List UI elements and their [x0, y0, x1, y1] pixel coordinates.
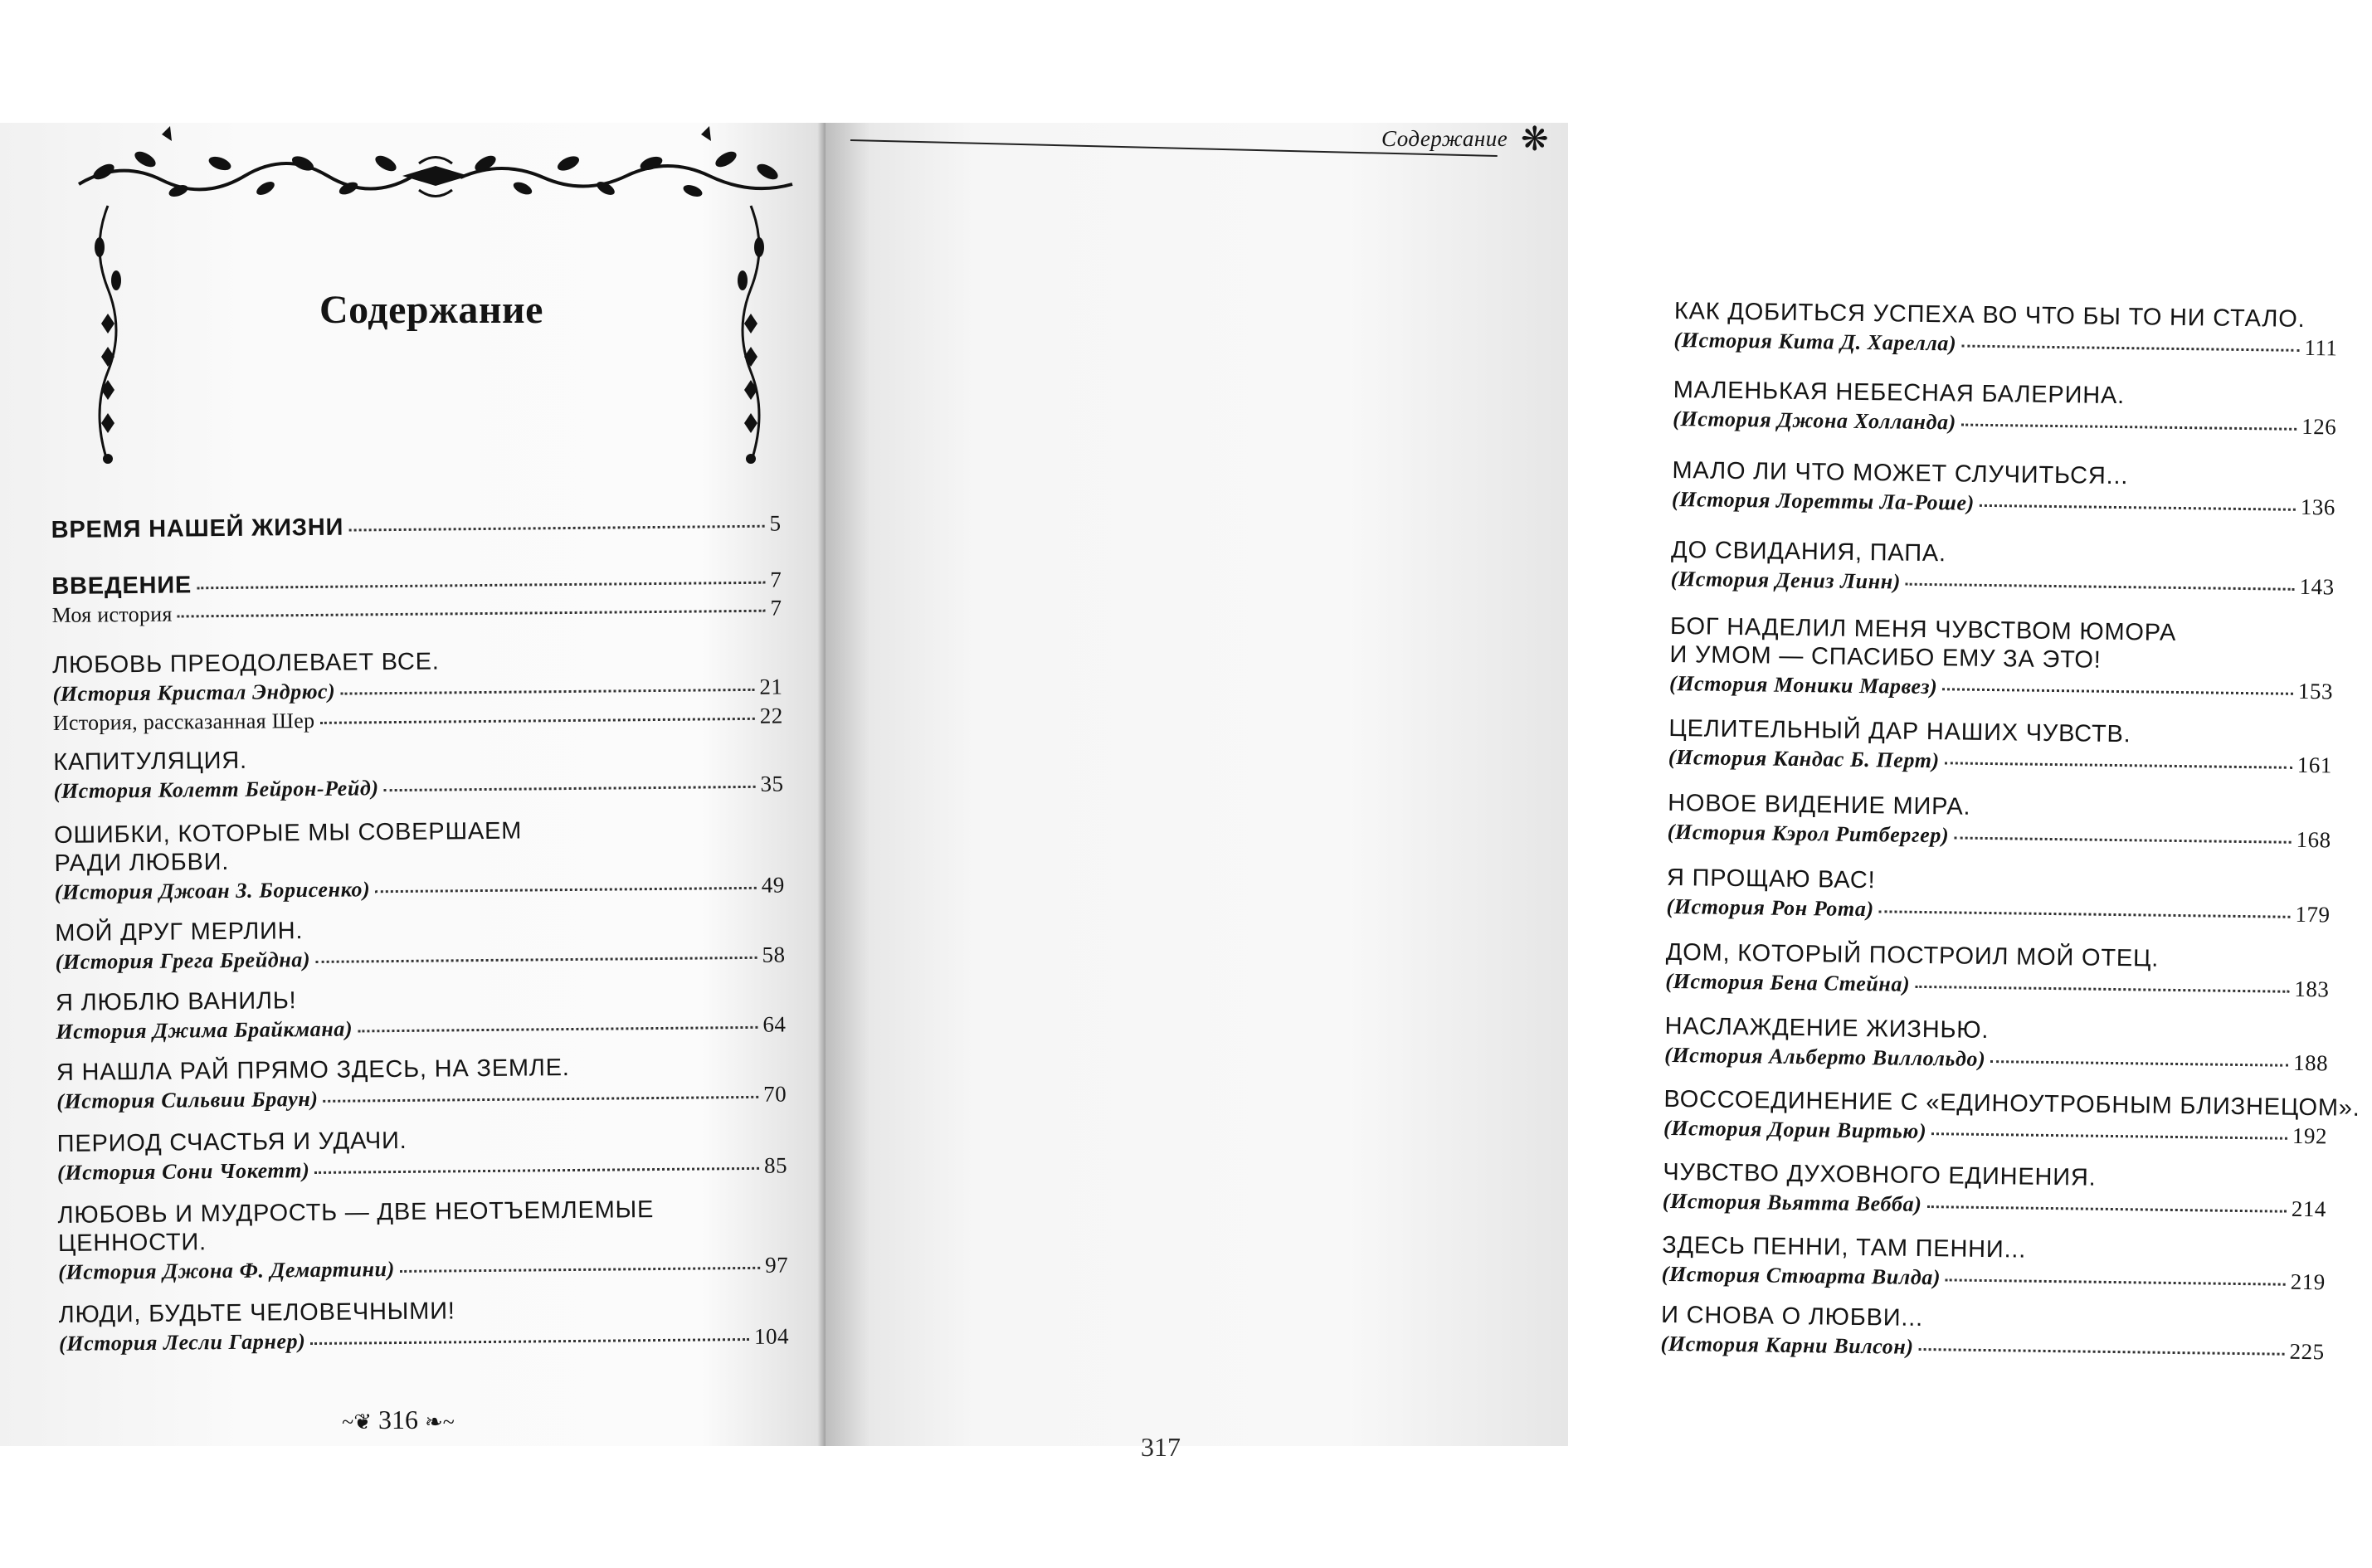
toc-entry	[56, 1052, 787, 1116]
flower-ornament-icon: ❋	[1521, 120, 1549, 158]
toc-page-number: 85	[763, 1152, 788, 1178]
dot-leader	[1961, 340, 2299, 352]
toc-left	[50, 383, 790, 1356]
toc-line-text: (История Кита Д. Харелла)	[1673, 327, 1957, 356]
toc-entry-title: НОВОЕ ВИДЕНИЕ МИРА.	[1667, 789, 1971, 821]
toc-page-number: 7	[770, 567, 782, 592]
toc-entry-title: ОШИБКИ, КОТОРЫЕ МЫ СОВЕРШАЕМ	[54, 817, 523, 849]
dot-leader	[319, 713, 755, 724]
toc-line-text: (История Колетт Бейрон-Рейд)	[53, 776, 379, 803]
folio-number: 317	[1141, 1432, 1181, 1462]
toc-page-number: 5	[769, 510, 782, 536]
toc-entry-title: ЛЮБОВЬ ПРЕОДОЛЕВАЕТ ВСЕ.	[52, 648, 440, 679]
toc-entry-title-continued: ЦЕННОСТИ.	[57, 1229, 207, 1257]
vine-icon	[87, 197, 129, 471]
toc-entry	[1668, 714, 2333, 780]
folio-number: 316	[378, 1405, 418, 1434]
toc-line-text: (История Джона Холланда)	[1673, 406, 1957, 435]
toc-page-number: 97	[765, 1252, 789, 1278]
toc-entry-title-continued: РАДИ ЛЮБВИ.	[54, 848, 230, 877]
toc-entry-title: Я ЛЮБЛЮ ВАНИЛЬ!	[55, 987, 297, 1016]
dot-leader	[375, 882, 757, 893]
toc-entry	[59, 1294, 790, 1358]
dot-leader	[314, 1162, 759, 1174]
toc-entry-title: ДОМ, КОТОРЫЙ ПОСТРОИЛ МОЙ ОТЕЦ.	[1665, 938, 2160, 972]
toc-entry-title: Я ПРОЩАЮ ВАС!	[1666, 864, 1876, 894]
toc-line-text: (История Кристал Эндрюс)	[52, 679, 336, 706]
scroll-flourish-icon: ~❦	[342, 1410, 372, 1434]
toc-entry	[51, 509, 781, 544]
toc-line-text: ВВЕДЕНИЕ	[51, 572, 192, 600]
toc-line-text: (История Рон Рота)	[1666, 894, 1874, 922]
toc-page-number: 126	[2301, 413, 2337, 440]
toc-entry-title: ПЕРИОД СЧАСТЬЯ И УДАЧИ.	[56, 1127, 407, 1157]
toc-entry-title: ЧУВСТВО ДУХОВНОГО ЕДИНЕНИЯ.	[1663, 1158, 2097, 1191]
dot-leader	[384, 781, 756, 791]
toc-page-number: 219	[2290, 1269, 2326, 1295]
dot-leader	[1961, 419, 2297, 431]
vine-icon	[730, 197, 772, 471]
toc-entry-title: И СНОВА О ЛЮБВИ...	[1660, 1301, 1924, 1332]
toc-entry-title: Я НАШЛА РАЙ ПРЯМО ЗДЕСЬ, НА ЗЕМЛЕ.	[56, 1054, 570, 1086]
toc-entry	[57, 1195, 788, 1287]
toc-page-number: 153	[2297, 678, 2334, 704]
dot-leader	[1919, 1343, 2285, 1356]
dot-leader	[1942, 683, 2293, 695]
toc-entry	[57, 1123, 788, 1187]
dot-leader	[178, 605, 766, 618]
toc-entry	[1668, 789, 2332, 855]
toc-line-text: (История Вьятта Вебба)	[1662, 1188, 1922, 1216]
toc-line-text: (История Джоан З. Борисенко)	[54, 877, 371, 904]
toc-entry	[52, 645, 783, 738]
toc-line-text: (История Лесли Гарнер)	[58, 1329, 306, 1356]
toc-line-text: (История Сильвии Браун)	[56, 1086, 319, 1113]
toc-right	[1660, 181, 2360, 1365]
toc-entry	[1669, 612, 2334, 706]
toc-entry-title: ЛЮДИ, БУДЬТЕ ЧЕЛОВЕЧНЫМИ!	[58, 1298, 455, 1328]
toc-page-number: 7	[770, 595, 782, 621]
toc-page-number: 188	[2292, 1049, 2329, 1076]
toc-page-number: 70	[763, 1081, 787, 1107]
toc-entry	[1673, 376, 2337, 441]
toc-entry	[56, 982, 787, 1046]
dot-leader	[1954, 831, 2292, 843]
toc-entry-title: НАСЛАЖДЕНИЕ ЖИЗНЬЮ.	[1664, 1012, 1990, 1045]
left-page	[0, 123, 826, 1446]
scroll-flourish-icon: ❧~	[425, 1410, 455, 1434]
toc-entry-title: МАЛО ЛИ ЧТО МОЖЕТ СЛУЧИТЬСЯ...	[1672, 456, 2129, 490]
toc-line-text: История Джима Брайкмана)	[56, 1016, 353, 1044]
toc-line-text: Моя история	[51, 601, 173, 627]
toc-entry	[1672, 456, 2336, 522]
toc-entry	[53, 742, 784, 806]
toc-line-text: (История Джона Ф. Демартини)	[58, 1257, 396, 1284]
toc-line-text: (История Стюарта Вилда)	[1661, 1261, 1941, 1290]
toc-entry	[51, 566, 782, 630]
toc-line-text: (История Кандас Б. Перт)	[1668, 744, 1940, 773]
dot-leader	[400, 1262, 760, 1273]
dot-leader	[1946, 1273, 2286, 1285]
toc-entry	[54, 815, 785, 907]
page-number-right	[1141, 1432, 1181, 1463]
toc-line-text: (История Дениз Линн)	[1670, 566, 1902, 594]
toc-entry-title: БОГ НАДЕЛИЛ МЕНЯ ЧУВСТВОМ ЮМОРА	[1669, 612, 2177, 646]
toc-entry-title: ВОССОЕДИНЕНИЕ С «ЕДИНОУТРОБНЫМ БЛИЗНЕЦОМ».	[1663, 1085, 2360, 1122]
toc-line-text: (История Сони Чокетт)	[56, 1158, 310, 1185]
running-header: Содержание	[1381, 126, 1508, 151]
toc-page-number: 64	[762, 1011, 787, 1037]
dot-leader	[310, 1333, 749, 1345]
page-title: Содержание	[319, 288, 543, 332]
toc-line-text: (История Кэрол Ритбергер)	[1667, 819, 1950, 848]
toc-page-number: 161	[2297, 752, 2333, 778]
toc-entry	[1665, 938, 2330, 1004]
toc-entry-title: МАЛЕНЬКАЯ НЕБЕСНАЯ БАЛЕРИНА.	[1673, 376, 2126, 410]
toc-page-number: 136	[2300, 494, 2336, 520]
toc-page-number: 168	[2296, 826, 2331, 853]
toc-entry-title: КАК ДОБИТЬСЯ УСПЕХА ВО ЧТО БЫ ТО НИ СТАЛО.	[1673, 297, 2306, 333]
dot-leader	[1931, 1127, 2287, 1140]
dot-leader	[348, 520, 764, 532]
toc-entry	[1670, 536, 2335, 601]
toc-page-number: 214	[2291, 1195, 2327, 1222]
toc-line-text: (История Моники Марвез)	[1668, 670, 1938, 699]
toc-page-number: 35	[760, 771, 784, 796]
toc-entry-title: ЛЮБОВЬ И МУДРОСТЬ — ДВЕ НЕОТЪЕМЛЕМЫЕ	[57, 1196, 655, 1229]
toc-entry	[1663, 1158, 2327, 1224]
dot-leader	[1990, 1055, 2288, 1067]
toc-entry	[1662, 1231, 2326, 1297]
toc-entry	[1663, 1085, 2360, 1151]
toc-page-number: 21	[759, 674, 783, 699]
dot-leader	[1926, 1200, 2287, 1213]
toc-page-number: 111	[2304, 334, 2338, 361]
toc-line-text: (История Грега Брейдна)	[55, 947, 311, 974]
dot-leader	[315, 952, 757, 963]
toc-entry-title: ДО СВИДАНИЯ, ПАПА.	[1670, 536, 1947, 567]
toc-line-text: (История Лоретты Ла-Роше)	[1671, 486, 1975, 515]
toc-line-text: (История Бена Стейна)	[1665, 968, 1911, 996]
toc-entry-title: МОЙ ДРУГ МЕРЛИН.	[55, 918, 304, 947]
toc-line	[51, 509, 781, 544]
toc-entry-title: ЗДЕСЬ ПЕННИ, ТАМ ПЕННИ...	[1661, 1231, 2027, 1264]
toc-page-number: 192	[2292, 1122, 2328, 1149]
toc-entry	[1660, 1301, 2325, 1366]
dot-leader	[324, 1091, 759, 1103]
toc-entry	[1673, 297, 2338, 363]
toc-entry-title-continued: И УМОМ — СПАСИБО ЕМУ ЗА ЭТО!	[1669, 640, 2102, 674]
toc-page-number: 225	[2289, 1338, 2325, 1365]
toc-page-number: 179	[2295, 901, 2331, 928]
toc-page-number: 22	[759, 703, 783, 728]
toc-entry-title: КАПИТУЛЯЦИЯ.	[53, 747, 248, 776]
toc-entry	[1666, 864, 2331, 929]
dot-leader	[1980, 499, 2296, 511]
right-page	[826, 120, 2360, 1462]
dot-leader	[1906, 578, 2295, 591]
toc-entry-title: ЦЕЛИТЕЛЬНЫЙ ДАР НАШИХ ЧУВСТВ.	[1668, 714, 2131, 748]
floral-vine-icon	[71, 126, 801, 217]
toc-entry	[55, 913, 786, 976]
toc-page-number: 143	[2299, 573, 2335, 600]
toc-line-text: (История Карни Вилсон)	[1660, 1331, 1914, 1359]
page-number-left	[295, 1405, 502, 1435]
toc-line-text: ВРЕМЯ НАШЕЙ ЖИЗНИ	[51, 514, 344, 543]
toc-page-number: 49	[761, 872, 785, 898]
dot-leader	[1945, 757, 2292, 768]
dot-leader	[1915, 981, 2289, 993]
toc-entry	[1664, 1012, 2329, 1078]
toc-line-text: История, рассказанная Шер	[52, 708, 315, 735]
dot-leader	[358, 1021, 757, 1033]
toc-page-number: 183	[2294, 976, 2330, 1002]
toc-page-number: 104	[753, 1323, 790, 1349]
toc-page-number: 58	[762, 942, 786, 967]
dot-leader	[1879, 905, 2291, 918]
dot-leader	[340, 684, 754, 695]
dot-leader	[197, 577, 765, 590]
toc-line-text: (История Дорин Виртью)	[1663, 1115, 1927, 1144]
toc-line-text: (История Альберто Виллольдо)	[1664, 1042, 1986, 1071]
